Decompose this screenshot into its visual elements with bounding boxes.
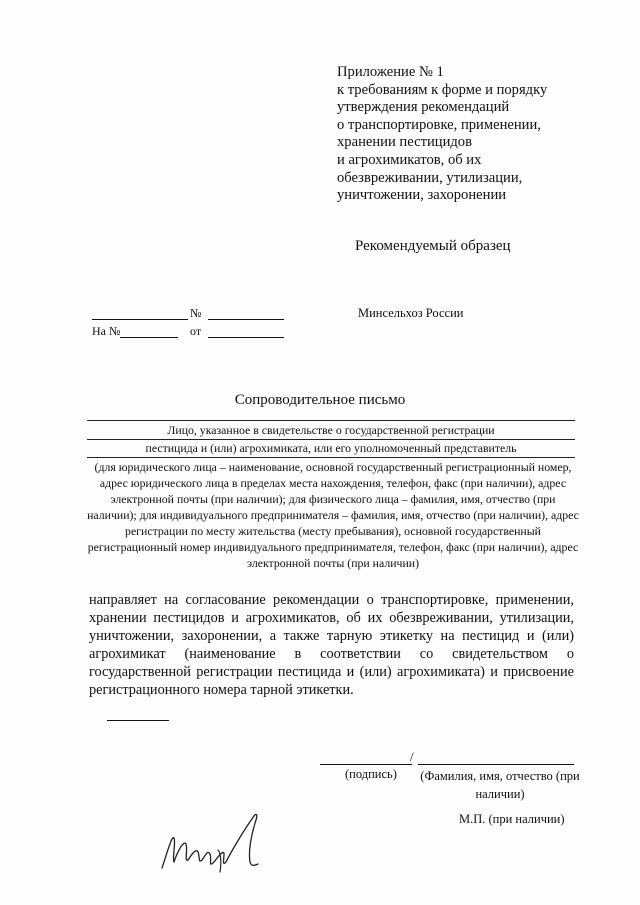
sample-label: Рекомендуемый образец [355,238,511,254]
reference-number-field[interactable] [120,337,178,338]
sender-rule-top [87,420,575,421]
appendix-line: Приложение № 1 [337,64,444,80]
appendix-line: и агрохимикатов, об их [337,151,482,168]
from-label: от [190,324,202,338]
sender-line-2: пестицида и (или) агрохимиката, или его уполномоченный представитель [145,441,517,455]
recipient-ministry: Минсельхоз России [358,306,464,320]
full-name-caption: (Фамилия, имя, отчество (при наличии) [420,769,580,801]
appendix-line: уничтожении, захоронении [337,187,507,204]
sender-hint: (для юридического лица – наименование, основной государственный регистрационный номер, адрес юридического лица в пределах места нахождения, телефон, факс (при наличии), адрес электронной почты (при наличии); для физического лица – фамилия, имя, отчество (при наличии); для индивидуального предпринимателя – фамилия, имя, отчество (при наличии), адрес регистрации по месту жительства (месту пребывания), основной государственный регистрационный номер индивидуального предпринимателя, телефон, факс (при наличии), адрес электронной почты (при наличии) [87,460,579,570]
outgoing-number-field[interactable] [208,319,284,320]
appendix-line: о транспортировке, применении, [337,116,541,133]
outgoing-date-field[interactable] [92,319,188,320]
handwritten-signature [158,810,268,875]
number-sign: № [190,306,202,320]
reference-prefix: На № [92,324,121,338]
letter-title: Сопроводительное письмо [234,392,406,408]
signature-caption: (подпись) [345,767,397,781]
full-name-field[interactable] [418,764,574,765]
attachment-line [107,720,169,721]
stamp-caption: М.П. (при наличии) [459,812,565,826]
signature-field[interactable] [320,764,412,765]
main-text: направляет на согласование рекомендации о транспортировке, применении, хранении пестицидов и агрохимикатов, об их обезвреживании, утилизации, уничтожении, захоронении, а также тарную этикетку на пестицид и (или) агрохимикат (наименование в соответствии со свидетельством о государственной регистрации пестицида и (или) агрохимиката) и присвоение регистрационного номера тарной этикетки. [89,592,574,698]
appendix-line: к требованиям к форме и порядку [337,81,548,98]
appendix-line: обезвреживании, утилизации, [337,169,523,186]
signature-separator: / [410,749,414,764]
sender-rule-bottom [87,457,575,458]
reference-date-field[interactable] [208,337,284,338]
appendix-block [337,64,627,205]
sender-rule-mid [87,439,575,440]
appendix-line: хранении пестицидов [337,134,472,151]
appendix-line: утверждения рекомендаций [337,99,510,116]
sender-line-1: Лицо, указанное в свидетельстве о государственной регистрации [167,423,495,437]
